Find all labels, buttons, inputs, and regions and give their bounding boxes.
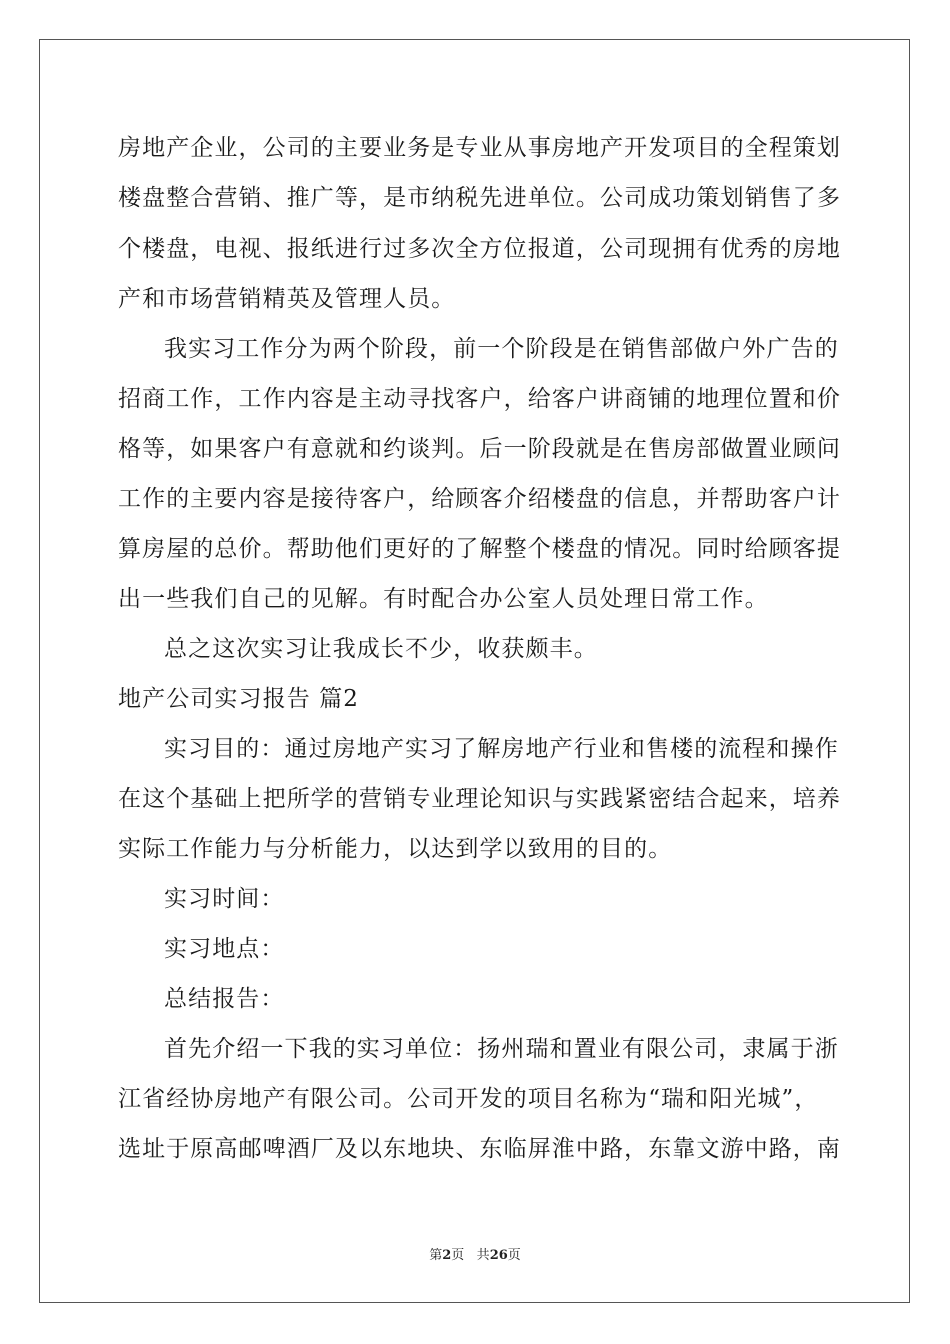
text-line: 算房屋的总价。帮助他们更好的了解整个楼盘的情况。同时给顾客提 xyxy=(118,536,841,562)
text-line: 房地产企业，公司的主要业务是专业从事房地产开发项目的全程策划 xyxy=(118,135,841,161)
text-line: 江省经协房地产有限公司。公司开发的项目名称为“瑞和阳光城”， xyxy=(118,1086,819,1112)
paragraph-start: 首先介绍一下我的实习单位：扬州瑞和置业有限公司，隶属于浙 xyxy=(164,1036,839,1062)
text-line: 工作的主要内容是接待客户，给顾客介绍楼盘的信息，并帮助客户计 xyxy=(118,486,841,512)
text-line: 在这个基础上把所学的营销专业理论知识与实践紧密结合起来，培养 xyxy=(118,786,841,812)
text-line: 招商工作，工作内容是主动寻找客户，给客户讲商铺的地理位置和价 xyxy=(118,386,841,412)
page-footer xyxy=(0,1248,950,1264)
text-line: 格等，如果客户有意就和约谈判。后一阶段就是在售房部做置业顾问 xyxy=(118,436,841,462)
total-pages: 26 xyxy=(489,1248,508,1263)
field-label-location: 实习地点： xyxy=(164,936,285,962)
text-line: 个楼盘，电视、报纸进行过多次全方位报道，公司现拥有优秀的房地 xyxy=(118,236,841,262)
field-label-summary: 总结报告： xyxy=(164,986,285,1012)
paragraph-start: 总之这次实习让我成长不少，收获颇丰。 xyxy=(164,636,598,662)
page-suffix: 页 xyxy=(451,1248,465,1263)
text-line: 出一些我们自己的见解。有时配合办公室人员处理日常工作。 xyxy=(118,586,769,612)
total-prefix: 共 xyxy=(476,1248,490,1263)
section-heading: 地产公司实习报告 篇2 xyxy=(118,686,360,712)
text-line: 产和市场营销精英及管理人员。 xyxy=(118,286,456,312)
text-line: 楼盘整合营销、推广等，是市纳税先进单位。公司成功策划销售了多 xyxy=(118,185,841,211)
text-line: 选址于原高邮啤酒厂及以东地块、东临屏淮中路，东靠文游中路，南 xyxy=(118,1136,841,1162)
paragraph-start: 我实习工作分为两个阶段，前一个阶段是在销售部做户外广告的 xyxy=(164,336,839,362)
paragraph-start: 实习目的：通过房地产实习了解房地产行业和售楼的流程和操作 xyxy=(164,736,839,762)
total-suffix: 页 xyxy=(507,1248,521,1263)
page-prefix: 第 xyxy=(429,1248,443,1263)
text-line: 实际工作能力与分析能力，以达到学以致用的目的。 xyxy=(118,836,673,862)
field-label-time: 实习时间： xyxy=(164,886,285,912)
page-number: 2 xyxy=(442,1248,452,1263)
